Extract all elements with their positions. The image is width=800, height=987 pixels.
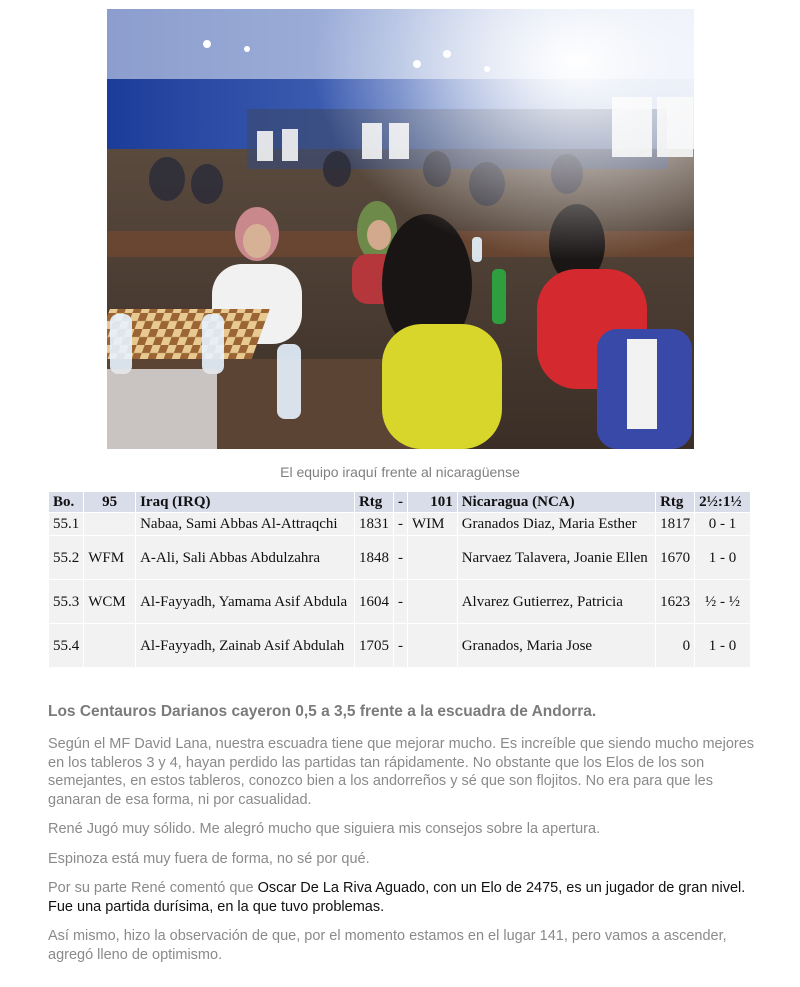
- sep-cell: -: [394, 579, 408, 623]
- rtg2-cell: 1817: [656, 512, 695, 535]
- score-cell: 0 - 1: [695, 512, 751, 535]
- header-team2: Nicaragua (NCA): [458, 492, 656, 512]
- header-team1: Iraq (IRQ): [136, 492, 355, 512]
- sep-cell: -: [394, 623, 408, 667]
- title2-cell: [408, 623, 458, 667]
- title1-cell: [84, 512, 136, 535]
- score-cell: 1 - 0: [695, 623, 751, 667]
- header-rtg2: Rtg: [656, 492, 695, 512]
- player1-cell: Nabaa, Sami Abbas Al-Attraqchi: [136, 512, 355, 535]
- sep-cell: -: [394, 512, 408, 535]
- sep-cell: -: [394, 535, 408, 579]
- board-cell: 55.1: [49, 512, 84, 535]
- player2-cell: Narvaez Talavera, Joanie Ellen: [458, 535, 656, 579]
- rtg1-cell: 1604: [355, 579, 394, 623]
- title2-cell: [408, 535, 458, 579]
- rtg1-cell: 1831: [355, 512, 394, 535]
- player1-cell: Al-Fayyadh, Zainab Asif Abdulah: [136, 623, 355, 667]
- highlighted-quote: Oscar De La Riva Aguado, con un Elo de 2475, es un jugador de gran nivel. Fue una partida durísima, en la que tuvo problemas.: [48, 880, 746, 915]
- results-table: [49, 492, 751, 667]
- score-cell: ½ - ½: [695, 579, 751, 623]
- player2-cell: Alvarez Gutierrez, Patricia: [458, 579, 656, 623]
- player1-cell: Al-Fayyadh, Yamama Asif Abdula: [136, 579, 355, 623]
- table-row: [49, 512, 751, 535]
- board-cell: 55.2: [49, 535, 84, 579]
- article-paragraph: René Jugó muy sólido. Me alegró mucho que siguiera mis consejos sobre la apertura.: [48, 821, 601, 837]
- article-body: [48, 703, 758, 975]
- rtg2-cell: 0: [656, 623, 695, 667]
- rtg2-cell: 1623: [656, 579, 695, 623]
- header-sep: -: [394, 492, 408, 512]
- player1-cell: A-Ali, Sali Abbas Abdulzahra: [136, 535, 355, 579]
- article-paragraph: [48, 879, 758, 916]
- header-team1-no: 95: [84, 492, 136, 512]
- player2-cell: Granados Diaz, Maria Esther: [458, 512, 656, 535]
- title1-cell: WCM: [84, 579, 136, 623]
- board-cell: 55.4: [49, 623, 84, 667]
- paragraph-intro: Por su parte René comentó que: [48, 880, 258, 896]
- score-cell: 1 - 0: [695, 535, 751, 579]
- article-paragraph: Según el MF David Lana, nuestra escuadra tiene que mejorar mucho. Es increíble que siendo mucho mejores en los tableros 3 y 4, hayan perdido las partidas tan rápidamente. No obstante que los Elos de los son semejantes, en estos tableros, conozco bien a los andorreños y sé que son flojitos. No era para que les ganaran de esa forma, ni por casualidad.: [48, 736, 755, 808]
- title2-cell: WIM: [408, 512, 458, 535]
- photo-caption: El equipo iraquí frente al nicaragüense: [280, 464, 520, 480]
- header-score: 2½:1½: [695, 492, 751, 512]
- header-team2-no: 101: [408, 492, 458, 512]
- board-cell: 55.3: [49, 579, 84, 623]
- table-row: [49, 535, 751, 579]
- rtg1-cell: 1848: [355, 535, 394, 579]
- title1-cell: [84, 623, 136, 667]
- article-paragraph: Espinoza está muy fuera de forma, no sé por qué.: [48, 850, 370, 867]
- player2-cell: Granados, Maria Jose: [458, 623, 656, 667]
- header-board: Bo.: [49, 492, 84, 512]
- table-header: [49, 492, 751, 512]
- rtg1-cell: 1705: [355, 623, 394, 667]
- table-row: [49, 579, 751, 623]
- table-row: [49, 623, 751, 667]
- title1-cell: WFM: [84, 535, 136, 579]
- header-rtg1: Rtg: [355, 492, 394, 512]
- article-heading: Los Centauros Darianos cayeron 0,5 a 3,5 frente a la escuadra de Andorra.: [48, 703, 597, 720]
- article-paragraph: Así mismo, hizo la observación de que, por el momento estamos en el lugar 141, pero vamos a ascender, agregó lleno de optimismo.: [48, 928, 727, 963]
- chess-olympiad-photo: [107, 9, 694, 449]
- rtg2-cell: 1670: [656, 535, 695, 579]
- title2-cell: [408, 579, 458, 623]
